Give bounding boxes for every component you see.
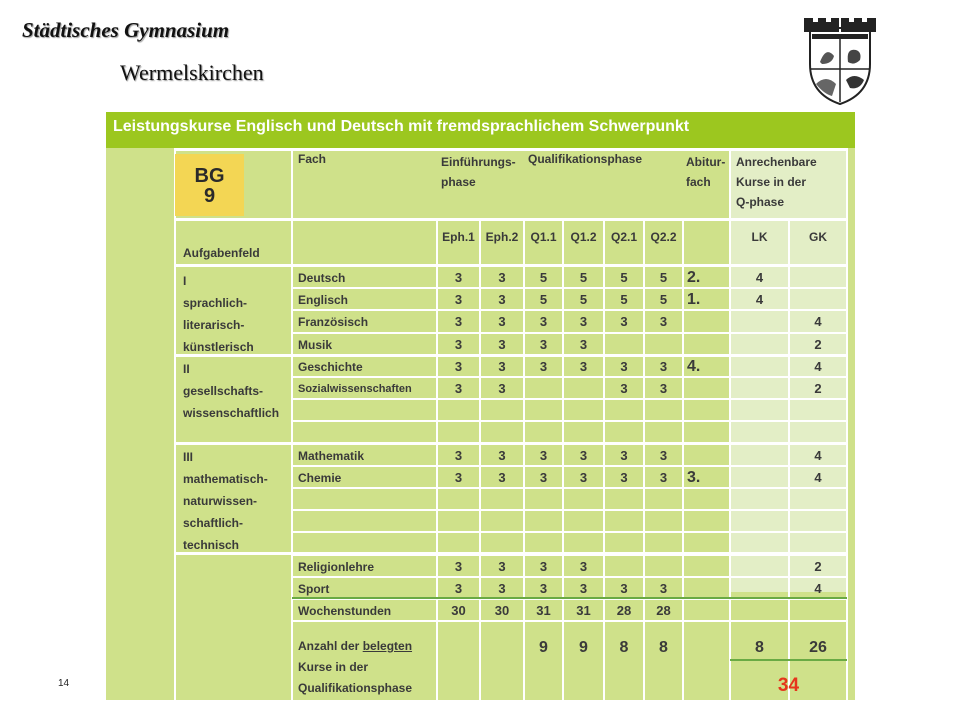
value-cell: 3 [454, 270, 463, 285]
value-cell [524, 533, 563, 555]
value-cell: 3 [498, 270, 506, 285]
lk-cell [730, 467, 789, 489]
summary-value: 8 [659, 639, 668, 656]
fach-cell: Wochenstunden [298, 604, 392, 618]
gk-cell: 4 [814, 580, 822, 596]
abitur-cell [687, 378, 726, 400]
abitur-cell [687, 489, 726, 511]
lk-cell: 4 [755, 270, 764, 285]
value-cell [480, 511, 524, 533]
value-cell [644, 489, 683, 511]
subheader-1: Eph.1 [442, 230, 475, 244]
value-cell [644, 400, 683, 422]
value-cell: 3 [620, 381, 628, 396]
fach-cell [298, 490, 435, 510]
gk-cell: 2 [814, 336, 822, 352]
fach-cell: Englisch [298, 293, 349, 308]
gk-cell: 4 [814, 447, 822, 463]
value-cell: 3 [539, 580, 548, 596]
value-cell: 3 [620, 469, 628, 485]
lk-cell [730, 511, 789, 533]
abitur-cell [687, 445, 726, 467]
value-cell [480, 533, 524, 555]
value-cell: 3 [454, 580, 463, 596]
gk-cell [789, 267, 847, 289]
value-cell [524, 400, 563, 422]
value-cell [437, 489, 480, 511]
lk-cell [730, 578, 789, 600]
qualifikationsphase-header: Qualifikationsphase [528, 152, 643, 166]
value-cell: 28 [656, 603, 671, 618]
value-cell: 3 [454, 292, 463, 308]
value-cell: 3 [579, 469, 588, 485]
fach-cell: Geschichte [298, 359, 363, 374]
subheader-6: Q2.2 [650, 230, 677, 244]
title-banner [106, 112, 855, 148]
value-cell: 3 [659, 580, 668, 596]
lk-cell [730, 356, 789, 378]
value-cell [644, 422, 683, 444]
value-cell: 3 [659, 447, 668, 463]
value-cell: 3 [498, 469, 506, 485]
value-cell: 3 [539, 469, 548, 485]
value-cell: 3 [579, 358, 588, 374]
value-cell: 5 [620, 270, 628, 285]
grid-line [175, 148, 847, 151]
gk-cell: 4 [814, 358, 822, 374]
abitur-cell [687, 422, 726, 444]
value-cell: 28 [616, 603, 632, 618]
abitur-cell [687, 600, 726, 622]
subheader-9: GK [809, 230, 827, 244]
value-cell [437, 533, 480, 555]
summary-value: 8 [619, 639, 629, 656]
abitur-cell: 1. [687, 291, 701, 309]
value-cell [563, 533, 604, 555]
value-cell: 5 [659, 270, 668, 285]
value-cell: 5 [579, 292, 588, 308]
value-cell [524, 489, 563, 511]
value-cell: 3 [498, 358, 506, 374]
lk-cell [730, 600, 789, 622]
summary-value: 9 [579, 639, 588, 656]
summary-lk: 8 [755, 639, 764, 656]
value-cell [604, 556, 644, 578]
value-cell: 3 [498, 292, 506, 308]
value-cell: 3 [539, 314, 548, 330]
value-cell [604, 422, 644, 444]
gk-cell: 4 [814, 469, 822, 485]
value-cell [563, 378, 604, 400]
lk-cell [730, 533, 789, 555]
abiturfach-header: Abitur- fach [686, 155, 726, 189]
summary-value [480, 637, 524, 659]
lk-cell: 4 [755, 292, 764, 308]
value-cell: 3 [454, 381, 463, 396]
gk-cell [789, 289, 847, 311]
value-cell: 30 [451, 603, 466, 618]
gk-cell [789, 600, 847, 622]
abitur-cell [687, 511, 726, 533]
fach-cell: Musik [298, 337, 333, 352]
column-line [174, 148, 176, 700]
value-cell: 5 [659, 292, 668, 308]
lk-cell [730, 445, 789, 467]
value-cell: 3 [498, 314, 506, 330]
value-cell: 3 [620, 447, 628, 463]
abitur-cell [687, 334, 726, 356]
summary-value [437, 637, 480, 659]
grid-line [175, 218, 847, 221]
anrechenbar-header: Anrechenbare Kurse in der Q-phase [736, 155, 817, 209]
subheader-5: Q2.1 [610, 230, 637, 244]
value-cell: 3 [579, 447, 588, 463]
subheader-7 [683, 230, 730, 248]
fach-cell: Religionlehre [298, 559, 375, 574]
badge-number: 9 [203, 185, 216, 207]
bg-badge [175, 154, 244, 216]
value-cell: 3 [620, 580, 628, 596]
lk-cell [730, 400, 789, 422]
value-cell [524, 511, 563, 533]
value-cell [480, 489, 524, 511]
fach-cell: Französisch [298, 315, 369, 330]
lk-cell [730, 489, 789, 511]
value-cell [480, 400, 524, 422]
abitur-cell: 4. [687, 357, 701, 375]
subheader-3: Q1.1 [530, 230, 557, 244]
aufgabenfeld-header: Aufgabenfeld [183, 246, 260, 260]
value-cell [437, 422, 480, 444]
value-cell [563, 400, 604, 422]
aufgabenfeld-label: I sprachlich- literarisch- künstlerisch [183, 274, 254, 354]
gk-cell: 4 [814, 314, 822, 330]
value-cell: 3 [659, 314, 668, 330]
value-cell [604, 334, 644, 356]
value-cell [644, 334, 683, 356]
lk-cell [730, 378, 789, 400]
abitur-cell [687, 400, 726, 422]
value-cell: 3 [454, 469, 463, 485]
value-cell [644, 556, 683, 578]
fach-cell [298, 423, 435, 443]
school-city: Wermelskirchen [120, 60, 264, 85]
value-cell [604, 400, 644, 422]
gk-cell [789, 533, 847, 555]
value-cell: 3 [539, 336, 548, 352]
total-separator-line [730, 659, 847, 661]
fach-cell: Sozialwissenschaften [298, 383, 412, 395]
value-cell: 3 [659, 358, 668, 374]
value-cell: 3 [498, 381, 506, 396]
value-cell: 3 [498, 336, 506, 352]
value-cell: 3 [498, 580, 506, 596]
badge-label: BG [194, 165, 225, 187]
value-cell: 3 [454, 447, 463, 463]
table-title: Leistungskurse Englisch und Deutsch mit fremdsprachlichem Schwerpunkt [113, 118, 690, 135]
fach-cell: Chemie [298, 470, 342, 485]
coat-of-arms-icon [800, 14, 880, 106]
summary-label-underline: belegten [362, 639, 413, 653]
value-cell: 3 [454, 558, 463, 574]
gk-cell [789, 511, 847, 533]
value-cell [604, 533, 644, 555]
abitur-cell: 2. [687, 269, 701, 286]
lk-cell [730, 422, 789, 444]
value-cell: 3 [659, 381, 668, 396]
value-cell: 3 [539, 447, 548, 463]
abitur-cell [687, 533, 726, 555]
lk-cell [730, 334, 789, 356]
subheader-4: Q1.2 [570, 230, 597, 244]
value-cell [563, 422, 604, 444]
summary-total: 34 [777, 675, 800, 696]
value-cell [644, 533, 683, 555]
fach-cell: Deutsch [298, 271, 346, 285]
abitur-cell [687, 311, 726, 333]
value-cell: 31 [576, 603, 591, 618]
gk-cell [789, 489, 847, 511]
subheader-8: LK [751, 230, 768, 244]
value-cell: 3 [579, 336, 588, 352]
subheader-2: Eph.2 [485, 230, 519, 244]
fach-cell [298, 512, 435, 532]
value-cell: 5 [579, 270, 588, 285]
summary-value: 9 [539, 639, 548, 656]
value-cell: 30 [494, 603, 510, 618]
school-name: Städtisches Gymnasium [22, 18, 230, 42]
summary-gk: 26 [809, 639, 827, 656]
value-cell: 3 [539, 358, 548, 374]
summary-label: Anzahl der belegten Kurse in der Qualifikationsphase [298, 639, 413, 695]
lk-cell [730, 311, 789, 333]
einfuehrungsphase-header: Einführungs- phase [441, 155, 516, 189]
value-cell: 5 [539, 270, 548, 285]
value-cell: 5 [620, 292, 628, 308]
value-cell [437, 511, 480, 533]
value-cell [644, 511, 683, 533]
gk-cell [789, 400, 847, 422]
value-cell [563, 511, 604, 533]
value-cell: 3 [454, 336, 463, 352]
page-number: 14 [58, 678, 70, 689]
value-cell: 31 [536, 603, 551, 618]
value-cell [524, 422, 563, 444]
value-cell [604, 511, 644, 533]
gk-cell: 2 [814, 381, 822, 396]
gk-cell: 2 [814, 558, 822, 574]
value-cell: 3 [620, 358, 628, 374]
value-cell: 3 [454, 358, 463, 374]
value-cell: 3 [579, 314, 588, 330]
lk-cell [730, 556, 789, 578]
value-cell [437, 400, 480, 422]
value-cell: 3 [454, 314, 463, 330]
value-cell: 3 [659, 469, 668, 485]
aufgabenfeld-label: II gesellschafts- wissenschaftlich [183, 362, 280, 420]
abitur-cell: 3. [687, 468, 701, 486]
gk-cell [789, 422, 847, 444]
value-cell: 3 [539, 558, 548, 574]
fach-cell [298, 534, 435, 554]
value-cell: 3 [579, 580, 588, 596]
value-cell [524, 378, 563, 400]
value-cell [563, 489, 604, 511]
aufgabenfeld-label: III mathematisch- naturwissen- schaftlich- technisch [183, 450, 268, 552]
value-cell: 3 [579, 558, 588, 574]
fach-header: Fach [298, 152, 327, 166]
abitur-cell [687, 556, 726, 578]
value-cell: 3 [620, 314, 628, 330]
value-cell [604, 489, 644, 511]
value-cell: 3 [498, 558, 506, 574]
fach-cell: Mathematik [298, 448, 365, 463]
fach-cell: Sport [298, 581, 330, 596]
value-cell: 5 [539, 292, 548, 308]
value-cell [480, 422, 524, 444]
abitur-cell [687, 578, 726, 600]
fach-cell [298, 401, 435, 421]
value-cell: 3 [498, 447, 506, 463]
